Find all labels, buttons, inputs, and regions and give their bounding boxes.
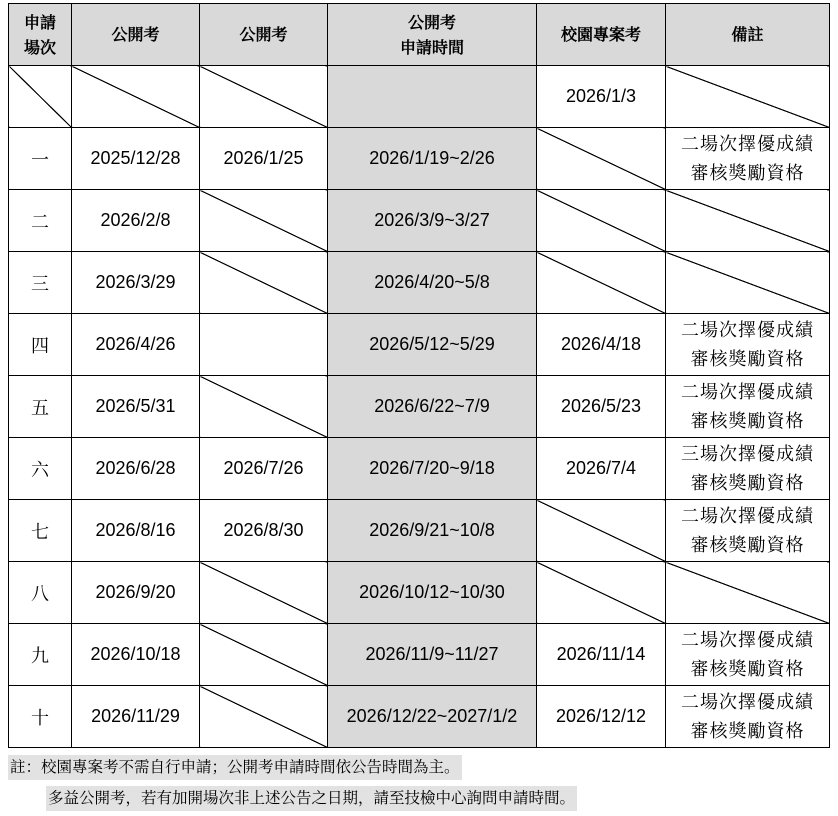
exam2-cell <box>200 314 328 376</box>
campus-cell: 2026/11/14 <box>537 624 666 686</box>
exam1-cell: 2026/4/26 <box>72 314 200 376</box>
campus-cell: 2026/4/18 <box>537 314 666 376</box>
campus-cell <box>537 562 666 624</box>
note-cell <box>666 438 830 500</box>
session-cell: 七 <box>9 500 72 562</box>
note-line2: 審核獎勵資格 <box>690 162 805 184</box>
header-public-exam-1: 公開考 <box>72 4 200 66</box>
note-line1: 二場次擇優成績 <box>681 381 814 403</box>
session-cell: 四 <box>9 314 72 376</box>
apply-cell: 2026/7/20~9/18 <box>328 438 537 500</box>
note-line2: 審核獎勵資格 <box>690 348 805 370</box>
campus-cell <box>537 190 666 252</box>
header-campus-exam: 校園專案考 <box>537 4 666 66</box>
session-cell: 六 <box>9 438 72 500</box>
exam2-cell <box>200 252 328 314</box>
exam1-cell: 2026/5/31 <box>72 376 200 438</box>
campus-cell <box>537 252 666 314</box>
note-line2: 審核獎勵資格 <box>690 658 805 680</box>
exam2-cell: 2026/8/30 <box>200 500 328 562</box>
exam1-cell: 2025/12/28 <box>72 128 200 190</box>
note-cell <box>666 66 830 128</box>
campus-cell: 2026/7/4 <box>537 438 666 500</box>
exam2-cell <box>200 66 328 128</box>
note-line2: 審核獎勵資格 <box>690 720 805 742</box>
apply-cell: 2026/4/20~5/8 <box>328 252 537 314</box>
session-cell: 三 <box>9 252 72 314</box>
note-line1: 二場次擇優成績 <box>681 505 814 527</box>
campus-cell: 2026/1/3 <box>537 66 666 128</box>
session-cell: 二 <box>9 190 72 252</box>
exam1-cell: 2026/6/28 <box>72 438 200 500</box>
table-row <box>9 686 830 748</box>
exam1-cell: 2026/8/16 <box>72 500 200 562</box>
table-row <box>9 438 830 500</box>
exam1-cell <box>72 66 200 128</box>
note-cell <box>666 562 830 624</box>
table-row <box>9 190 830 252</box>
exam1-cell: 2026/9/20 <box>72 562 200 624</box>
note-line2: 審核獎勵資格 <box>690 472 805 494</box>
note-cell <box>666 376 830 438</box>
apply-cell: 2026/3/9~3/27 <box>328 190 537 252</box>
campus-cell: 2026/12/12 <box>537 686 666 748</box>
exam2-cell <box>200 190 328 252</box>
note-line1: 三場次擇優成績 <box>681 443 814 465</box>
header-row <box>9 4 830 66</box>
header-session <box>9 4 72 66</box>
header-remarks: 備註 <box>666 4 830 66</box>
session-cell <box>9 66 72 128</box>
exam2-cell <box>200 376 328 438</box>
table-row <box>9 128 830 190</box>
note-cell <box>666 190 830 252</box>
apply-cell: 2026/5/12~5/29 <box>328 314 537 376</box>
exam2-cell: 2026/1/25 <box>200 128 328 190</box>
exam2-cell <box>200 562 328 624</box>
header-session-line2: 場次 <box>23 37 56 57</box>
exam1-cell: 2026/2/8 <box>72 190 200 252</box>
note-cell <box>666 252 830 314</box>
exam1-cell: 2026/11/29 <box>72 686 200 748</box>
note-line1: 二場次擇優成績 <box>681 319 814 341</box>
table-row <box>9 66 830 128</box>
note-cell <box>666 500 830 562</box>
note-cell <box>666 624 830 686</box>
footnote-2: 多益公開考，若有加開場次非上述公告之日期，請至技檢中心詢問申請時間。 <box>46 786 577 811</box>
header-apply-period <box>328 4 537 66</box>
table-row <box>9 252 830 314</box>
session-cell: 九 <box>9 624 72 686</box>
apply-cell: 2026/11/9~11/27 <box>328 624 537 686</box>
exam1-cell: 2026/3/29 <box>72 252 200 314</box>
session-cell: 八 <box>9 562 72 624</box>
header-session-line1: 申請 <box>23 12 56 32</box>
table-row <box>9 376 830 438</box>
header-public-exam-2: 公開考 <box>200 4 328 66</box>
exam2-cell <box>200 624 328 686</box>
header-apply-line2: 申請時間 <box>399 37 464 57</box>
note-cell <box>666 686 830 748</box>
session-cell: 一 <box>9 128 72 190</box>
note-line2: 審核獎勵資格 <box>690 410 805 432</box>
note-cell <box>666 128 830 190</box>
header-apply-line1: 公開考 <box>407 12 456 32</box>
footnote-1: 註：校園專案考不需自行申請；公開考申請時間依公告時間為主。 <box>8 755 462 780</box>
note-line2: 審核獎勵資格 <box>690 534 805 556</box>
apply-cell: 2026/12/22~2027/1/2 <box>328 686 537 748</box>
exam-schedule-table <box>8 3 830 748</box>
table-row <box>9 500 830 562</box>
exam2-cell <box>200 686 328 748</box>
campus-cell <box>537 500 666 562</box>
exam2-cell: 2026/7/26 <box>200 438 328 500</box>
apply-cell: 2026/9/21~10/8 <box>328 500 537 562</box>
apply-cell: 2026/6/22~7/9 <box>328 376 537 438</box>
table-row <box>9 624 830 686</box>
campus-cell <box>537 128 666 190</box>
note-cell <box>666 314 830 376</box>
apply-cell <box>328 66 537 128</box>
campus-cell: 2026/5/23 <box>537 376 666 438</box>
apply-cell: 2026/10/12~10/30 <box>328 562 537 624</box>
apply-cell: 2026/1/19~2/26 <box>328 128 537 190</box>
session-cell: 十 <box>9 686 72 748</box>
note-line1: 二場次擇優成績 <box>681 133 814 155</box>
session-cell: 五 <box>9 376 72 438</box>
exam1-cell: 2026/10/18 <box>72 624 200 686</box>
table-row <box>9 314 830 376</box>
table-row <box>9 562 830 624</box>
note-line1: 二場次擇優成績 <box>681 691 814 713</box>
note-line1: 二場次擇優成績 <box>681 629 814 651</box>
